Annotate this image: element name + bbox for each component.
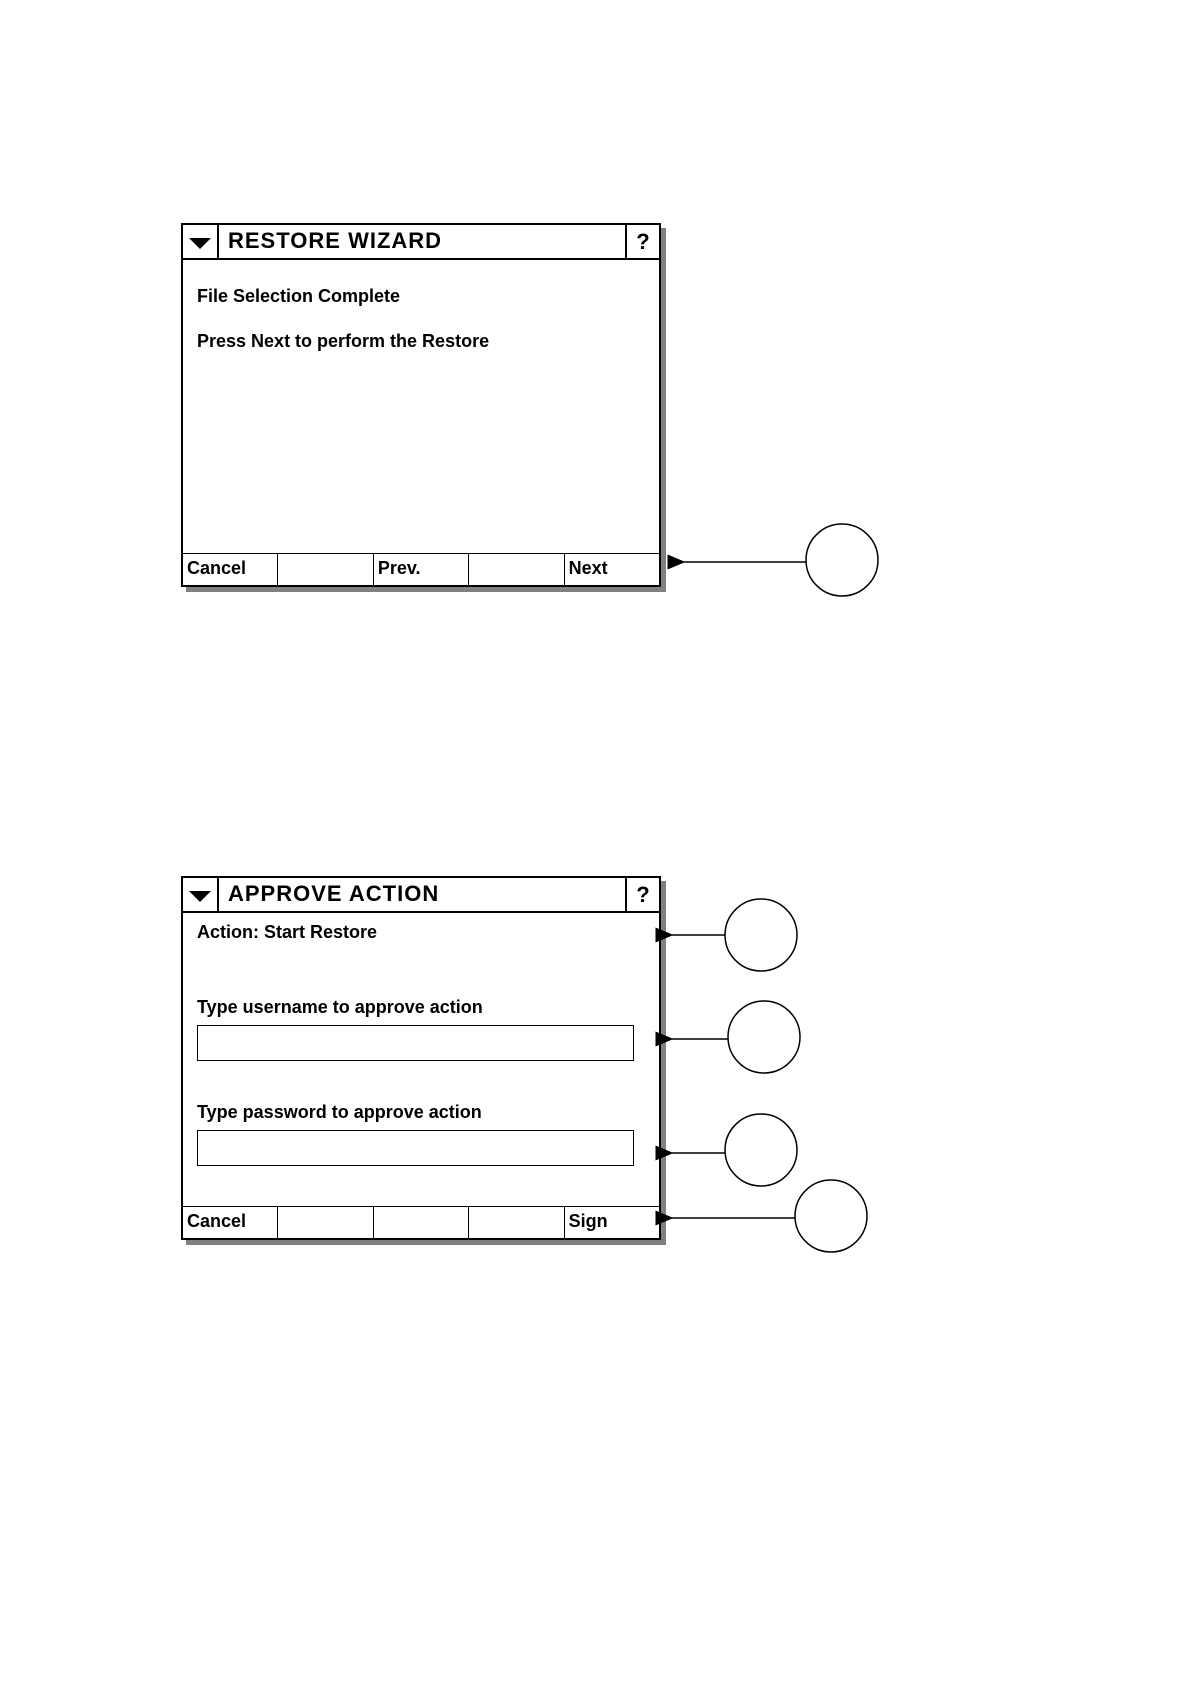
instruction-message: Press Next to perform the Restore (197, 331, 490, 351)
action-description: Action: Start Restore (197, 922, 378, 942)
window-title: RESTORE WIZARD (228, 228, 443, 253)
callout-softkeys-approve (672, 1180, 867, 1252)
callout-action-text (672, 899, 797, 971)
callout-circle-icon (806, 524, 878, 596)
password-label: Type password to approve action (197, 1102, 482, 1122)
help-icon: ? (636, 881, 650, 907)
window-title: APPROVE ACTION (228, 881, 440, 906)
prev-button[interactable]: Prev. (374, 554, 469, 585)
callout-circle-icon (725, 1114, 797, 1186)
cancel-button[interactable]: Cancel (183, 554, 278, 585)
callout-circle-icon (728, 1001, 800, 1073)
callout-softkeys-restore (684, 524, 878, 596)
callout-username (672, 1001, 800, 1073)
status-message: File Selection Complete (197, 286, 401, 306)
callout-password (672, 1114, 797, 1186)
cancel-button[interactable]: Cancel (183, 1207, 278, 1238)
next-button[interactable]: Next (565, 554, 659, 585)
callout-circle-icon (725, 899, 797, 971)
callout-circle-icon (795, 1180, 867, 1252)
sign-button[interactable]: Sign (565, 1207, 659, 1238)
username-label: Type username to approve action (197, 997, 483, 1017)
help-icon: ? (636, 228, 650, 254)
